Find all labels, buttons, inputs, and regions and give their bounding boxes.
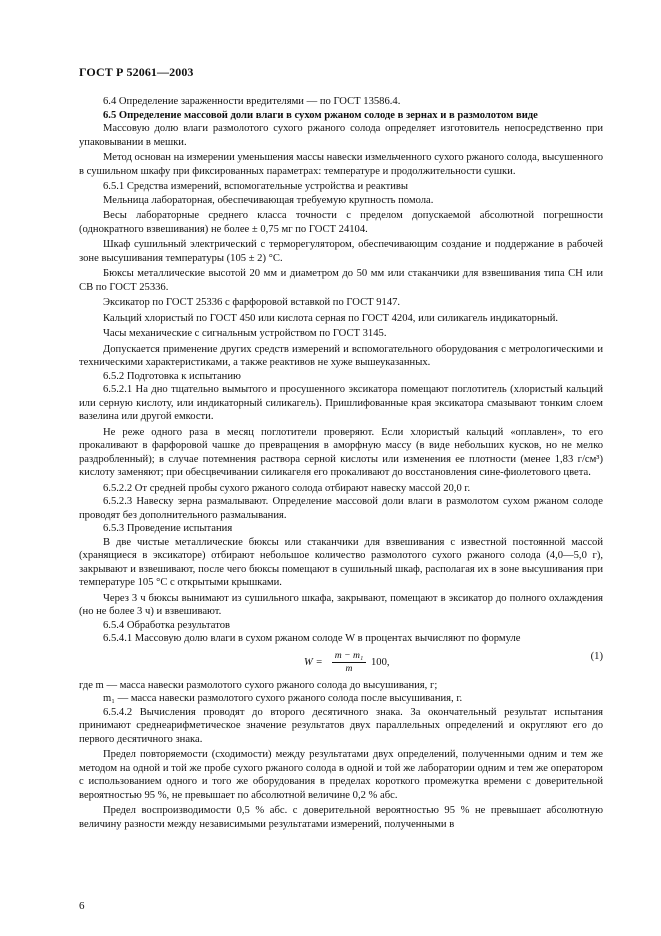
paragraph: Весы лабораторные среднего класса точности с пределом допускаемой абсолютной погрешности (однократного взвешивания) не более ± 0,75 мг по ГОСТ 24104. [79,210,603,235]
formula-numerator: m − m₁ [332,650,366,663]
subsection-heading: 6.5.2 Подготовка к испытанию [103,370,241,382]
formula-fraction [332,650,366,675]
paragraph: Не реже одного раза в месяц поглотители проверяют. Если хлористый кальций «оплавлен», то его прокаливают в фарфоровой чашке до превращения в аморфную массу (в виде небольших кусков, но не мелко раздробленный); в случае потемнения раствора серной кислоты или изменения ее плотности (менее 1,83 г/см³) кислоту заменяют; при обесцвечивании силикагеля его прокаливают до восстановления сине-фиолетового цвета. [79,426,603,478]
formula-number: (1) [590,650,603,662]
subsection-heading: 6.5.3 Проведение испытания [103,523,233,534]
paragraph: Через 3 ч бюксы вынимают из сушильного шкафа, закрывают, помещают в эксикатор до полного охлаждения (но не более 3 ч) и взвешивают. [79,592,603,617]
document-header: ГОСТ Р 52061—2003 [79,65,194,79]
paragraph: Часы механические с сигнальным устройством по ГОСТ 3145. [103,328,387,339]
paragraph: Массовую долю влаги размолотого сухого ржаного солода определяет изготовитель непосредственно при упаковывании в мешки. [79,123,603,148]
paragraph: Мельница лабораторная, обеспечивающая требуемую крупность помола. [103,194,434,206]
page-number: 6 [79,900,85,912]
paragraph: 6.5.2.3 Навеску зерна размалывают. Определение массовой доли влаги в размолотом сухом ржаном солоде проводят без дополнительного размалывания. [79,496,603,521]
paragraph: Кальций хлористый по ГОСТ 450 или кислота серная по ГОСТ 4204, или силикагель индикаторный. [103,312,559,324]
subsection-heading: 6.5.4 Обработка результатов [103,619,230,631]
formula [79,650,603,676]
section-heading: 6.5 Определение массовой доли влаги в сухом ржаном солоде в зернах и в размолотом виде [103,109,538,121]
paragraph: 6.5.2.2 От средней пробы сухого ржаного солода отбирают навеску массой 20,0 г. [103,482,471,494]
subsection-heading: 6.5.1 Средства измерений, вспомогательные устройства и реактивы [103,181,409,192]
paragraph: Метод основан на измерении уменьшения массы навески измельченного сухого ржаного солода, высушенного в сушильном шкафу при фиксированных параметрах: температуре и продолжительности сушки. [79,152,604,177]
paragraph: 6.4 Определение зараженности вредителями — по ГОСТ 13586.4. [103,96,401,107]
paragraph: Шкаф сушильный электрический с терморегулятором, обеспечивающим создание и поддержание в рабочей зоне высушивания температуры (105 ± 2) °С. [79,239,603,264]
paragraph: В две чистые металлические бюксы или стаканчики для взвешивания с известной постоянной массой (хранящиеся в эксикаторе) отбирают небольшое количество размолотого сухого ржаного солода (4,0—5,0 г), закрывают и взвешивают, после чего бюксы помещают в сушильный шкаф, располагая их в зоне высушивания при температуре 105 °С с открытыми крышками. [79,536,603,588]
paragraph: 6.5.4.2 Вычисления проводят до второго десятичного знака. За окончательный результат испытания принимают среднеарифметическое значение результатов двух параллельных определений и округляют его до первого десятичного знака. [79,706,603,745]
paragraph: Предел повторяемости (сходимости) между результатами двух определений, полученными одним и тем же методом на одной и той же пробе сухого ржаного солода в одной и той же лаборатории одним и тем же оператором с использованием одного и того же оборудования в пределах короткого промежутка времени с доверительной вероятностью 95 %, не превышает по абсолютной величине 0,2 % абс. [79,749,603,801]
formula-legend-line: m₁ — масса навески размолотого сухого ржаного солода после высушивания, г. [103,693,463,704]
formula-lhs: W = [304,656,323,668]
paragraph: Предел воспроизводимости 0,5 % абс. с доверительной вероятностью 95 % не превышает абсолютную величину разности между независимыми результатами измерений, полученными в [79,805,603,830]
formula-denominator: m [345,662,353,674]
paragraph: 6.5.2.1 На дно тщательно вымытого и просушенного эксикатора помещают поглотитель (хлористый кальций или серную кислоту, или индикаторный силикагель). Пришлифованные края эксикатора смазывают тонким слоем вазелина или другой емкости. [79,384,603,422]
formula-coefficient: 100, [371,656,390,668]
paragraph: Эксикатор по ГОСТ 25336 с фарфоровой вставкой по ГОСТ 9147. [103,297,401,308]
formula-legend-line: где m — масса навески размолотого сухого ржаного солода до высушивания, г; [79,679,438,691]
paragraph: 6.5.4.1 Массовую долю влаги в сухом ржаном солоде W в процентах вычисляют по формуле [103,633,521,644]
document-body [79,95,603,831]
paragraph: Допускается применение других средств измерений и вспомогательного оборудования с метрологическими и техническими характеристиками, а также реактивов не хуже вышеуказанных. [79,343,603,368]
paragraph: Бюксы металлические высотой 20 мм и диаметром до 50 мм или стаканчики для взвешивания типа СН или СВ по ГОСТ 25336. [79,268,603,293]
